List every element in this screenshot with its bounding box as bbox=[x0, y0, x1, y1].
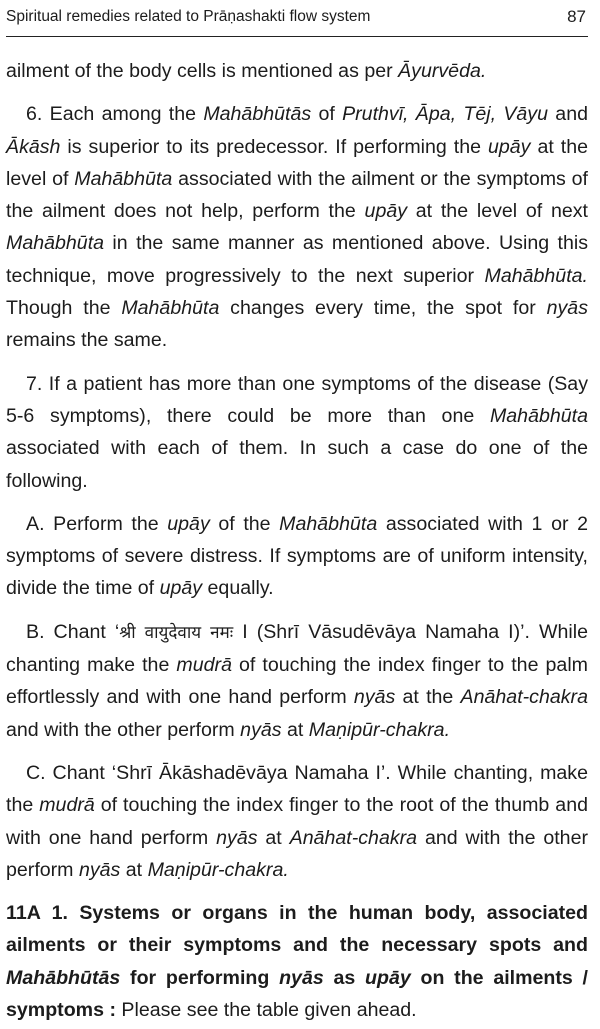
page-body bbox=[6, 55, 588, 1026]
paragraph-option-b: B. Chant ‘श्री वायुदेवाय नमः I (Shrī Vāsudēvāya Namaha I)’. While chanting make the mudrā of touching the index finger to the palm effortlessly and with one hand perform nyās at the Anāhat-chakra and with the other perform nyās at Maṇipūr-chakra. bbox=[6, 620, 588, 741]
section-11a1 bbox=[6, 897, 588, 1026]
paragraph-point-7: 7. If a patient has more than one symptoms of the disease (Say 5-6 symptoms), there could be more than one Mahābhūta associated with each of them. In such a case do one of the following. bbox=[6, 372, 588, 492]
paragraph-option-c: C. Chant ‘Shrī Ākāshadēvāya Namaha I’. While chanting, make the mudrā of touching the index finger to the root of the thumb and with one hand perform nyās at Anāhat-chakra and with the other perform nyās at Maṇipūr-chakra. bbox=[6, 761, 588, 881]
section-note: Please see the table given ahead. bbox=[115, 999, 417, 1022]
devanagari-mantra: श्री वायुदेवाय नमः bbox=[119, 622, 234, 643]
header-rule bbox=[6, 36, 588, 37]
page-number: 87 bbox=[567, 7, 586, 26]
running-header bbox=[6, 4, 586, 30]
paragraph-continued: ailment of the body cells is mentioned as per Āyurvēda. bbox=[6, 60, 487, 82]
paragraph-option-a: A. Perform the upāy of the Mahābhūta associated with 1 or 2 symptoms of severe distress. If symptoms are of uniform intensity, divide the time of upāy equally. bbox=[6, 512, 588, 600]
running-title: Spiritual remedies related to Prāṇashakti flow system bbox=[6, 8, 371, 25]
section-heading: 11A 1. Systems or organs in the human body, associated ailments or their symptoms and the necessary spots and Mahābhūtās for performing nyās as upāy on the ailments / symptoms : bbox=[6, 902, 588, 1022]
paragraph-point-6: 6. Each among the Mahābhūtās of Pruthvī, Āpa, Tēj, Vāyu and Ākāsh is superior to its predecessor. If performing the upāy at the level of Mahābhūta associated with the ailment or the symptoms of the ailment does not help, perform the upāy at the level of next Mahābhūta in the same manner as mentioned above. Using this technique, move progressively to the next superior Mahābhūta. Though the Mahābhūta changes every time, the spot for nyās remains the same. bbox=[6, 103, 588, 352]
